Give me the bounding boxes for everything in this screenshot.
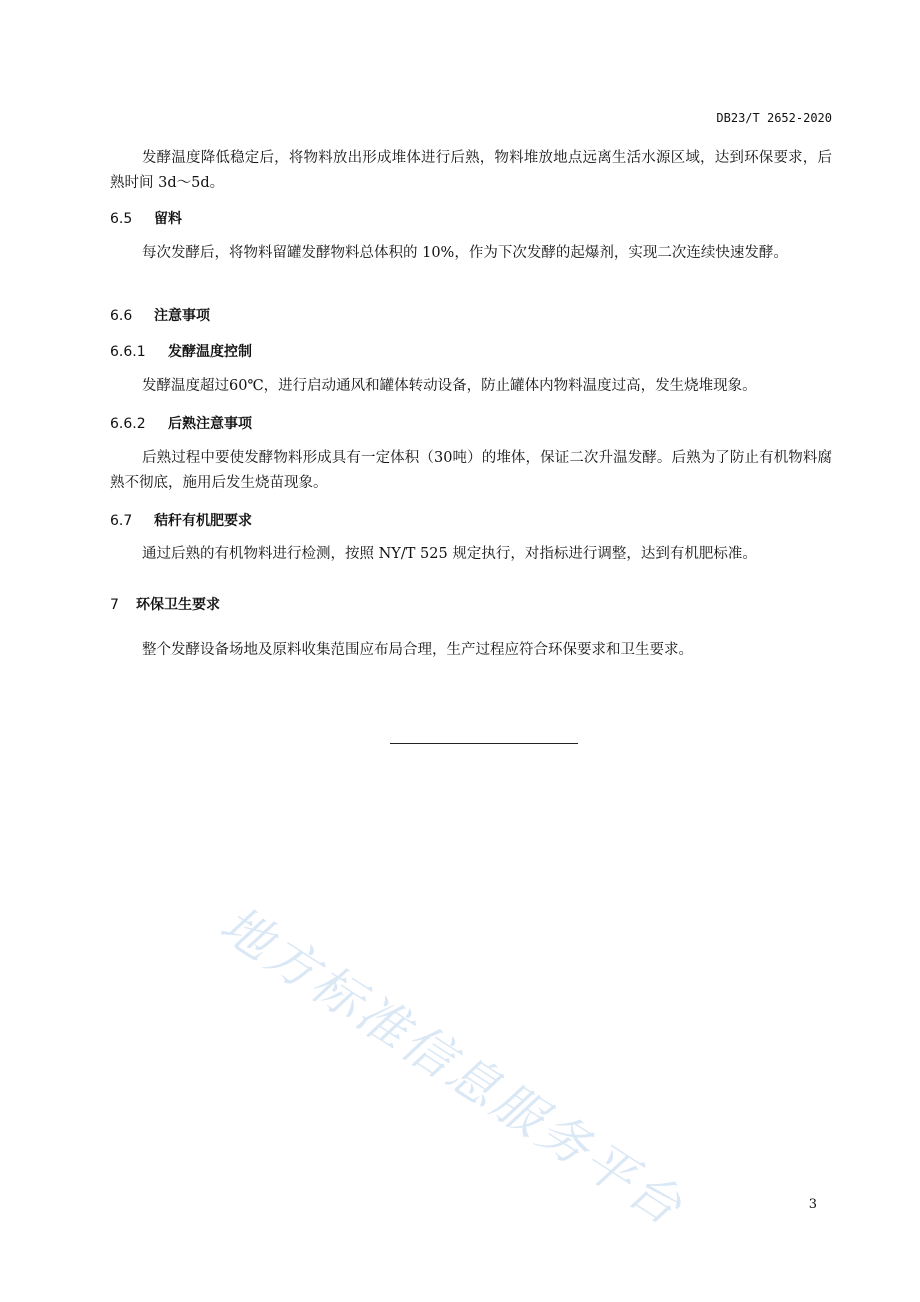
end-of-document-rule <box>390 743 578 744</box>
section-heading-6-6-1 <box>110 341 252 361</box>
section-title: 环保卫生要求 <box>136 597 220 613</box>
section-title: 秸秆有机肥要求 <box>154 513 252 529</box>
section-number: 6.7 <box>110 513 133 529</box>
paragraph-6-6-1: 发酵温度超过60℃，进行启动通风和罐体转动设备，防止罐体内物料温度过高，发生烧堆现象。 <box>142 378 757 394</box>
paragraph-6-7: 通过后熟的有机物料进行检测，按照 NY/T 525 规定执行，对指标进行调整，达到有机肥标准。 <box>142 546 757 562</box>
section-heading-7 <box>110 594 220 614</box>
paragraph-post-ripening: 发酵温度降低稳定后，将物料放出形成堆体进行后熟，物料堆放地点远离生活水源区域，达到环保要求，后熟时间 3d～5d。 <box>110 150 832 191</box>
watermark: 地方标准信息服务平台 <box>210 895 695 1238</box>
section-number: 6.6.2 <box>110 416 146 432</box>
section-title: 发酵温度控制 <box>168 344 252 360</box>
section-number: 6.5 <box>110 211 133 227</box>
section-number: 6.6.1 <box>110 344 146 360</box>
section-heading-6-5 <box>110 208 182 228</box>
section-number: 7 <box>110 597 119 613</box>
paragraph-7: 整个发酵设备场地及原料收集范围应布局合理，生产过程应符合环保要求和卫生要求。 <box>142 642 693 658</box>
paragraph-6-6-2: 后熟过程中要使发酵物料形成具有一定体积（30吨）的堆体，保证二次升温发酵。后熟为了防止有机物料腐熟不彻底，施用后发生烧苗现象。 <box>110 450 832 491</box>
section-heading-6-7 <box>110 510 252 530</box>
section-heading-6-6 <box>110 305 210 325</box>
section-title: 留料 <box>154 211 182 227</box>
section-title: 注意事项 <box>154 308 210 324</box>
section-title: 后熟注意事项 <box>168 416 252 432</box>
section-number: 6.6 <box>110 308 133 324</box>
section-heading-6-6-2 <box>110 413 252 433</box>
paragraph-6-5: 每次发酵后，将物料留罐发酵物料总体积的 10%，作为下次发酵的起爆剂，实现二次连续快速发酵。 <box>142 245 788 261</box>
page-number: 3 <box>808 1197 817 1212</box>
document-code: DB23/T 2652-2020 <box>716 111 832 125</box>
